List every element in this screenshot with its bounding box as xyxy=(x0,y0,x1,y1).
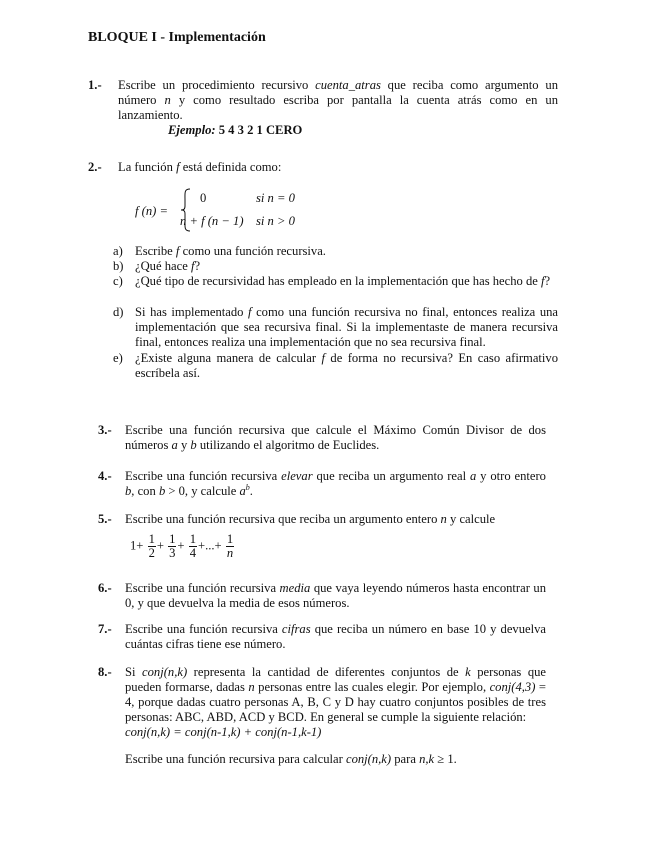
item-a-label: a) xyxy=(113,244,123,258)
item-b-text: ¿Qué hace f? xyxy=(135,259,201,273)
item-d-label: d) xyxy=(113,305,124,319)
exercise-8-number: 8.- xyxy=(98,665,112,679)
series-formula: 1+ $\frac{1}{2}$ + $\frac{1}{3}$ + $\frac{1}{4}$ +...+ $\frac{1}{n}$ xyxy=(130,532,234,560)
item-a-text: Escribe f como una función recursiva. xyxy=(135,244,326,258)
formula-case2-cond: si n > 0 xyxy=(256,214,295,228)
item-c-label: c) xyxy=(113,274,123,288)
exercise-8-relation: conj(n,k) = conj(n-1,k) + conj(n-1,k-1) xyxy=(125,725,322,739)
exercise-1-example: Ejemplo: 5 4 3 2 1 CERO xyxy=(168,123,303,137)
exercise-6-text: Escribe una función recursiva media que vaya leyendo números hasta encontrar un 0, y que devuelva la media de esos números. xyxy=(125,581,546,610)
fraction-1-2: $\frac{1}{2}$ xyxy=(148,532,155,560)
exercise-5-text: Escribe una función recursiva que reciba un argumento entero n y calcule xyxy=(125,512,496,526)
exercise-1-text: Escribe un procedimiento recursivo cuenta_atras que reciba como argumento un número n y como resultado escriba por pantalla la cuenta atrás como en un lanzamiento. xyxy=(118,78,558,122)
item-d-text: Si has implementado f como una función recursiva no final, entonces realiza una implementación que sea recursiva final. Si la implementaste de manera recursiva final, entonces realiza una implementación que no sea recursiva final. xyxy=(135,305,559,349)
item-b-label: b) xyxy=(113,259,124,273)
formula-case1-cond: si n = 0 xyxy=(256,191,295,205)
exercise-8-text: Si conj(n,k) representa la cantidad de diferentes conjuntos de k personas que pueden formarse, dadas n personas entre las cuales elegir. Por ejemplo, conj(4,3) = 4, porque dadas cuatro personas A, B, C y D hay cuatro conjuntos posibles de tres personas: ABC, ABD, ACD y BCD. En general se cumple la siguiente relación: xyxy=(125,665,547,724)
exercise-4-text: Escribe una función recursiva elevar que reciba un argumento real a y otro entero b, con b > 0, y calcule $a^b$. xyxy=(125,469,546,498)
exercise-4-number: 4.- xyxy=(98,469,112,483)
fraction-1-3: $\frac{1}{3}$ xyxy=(169,532,176,560)
formula-lhs: f (n) = xyxy=(135,204,168,218)
formula-case1-expr: 0 xyxy=(200,191,207,205)
fraction-1-n: $\frac{1}{n}$ xyxy=(226,532,234,560)
exercise-7-number: 7.- xyxy=(98,622,112,636)
exercise-3-number: 3.- xyxy=(98,423,112,437)
exercise-8-final: Escribe una función recursiva para calcular conj(n,k) para n,k ≥ 1. xyxy=(125,752,457,766)
formula-case2-expr: n + f (n − 1) xyxy=(180,214,244,228)
exercise-1-number: 1.- xyxy=(88,78,102,92)
exercise-3-text: Escribe una función recursiva que calcule el Máximo Común Divisor de dos números a y b utilizando el algoritmo de Euclides. xyxy=(125,423,546,452)
page-title: BLOQUE I - Implementación xyxy=(88,30,266,45)
exercise-7-text: Escribe una función recursiva cifras que reciba un número en base 10 y devuelva cuántas cifras tiene ese número. xyxy=(125,622,546,651)
exercise-2-text: La función f está definida como: xyxy=(118,160,282,174)
item-e-text: ¿Existe alguna manera de calcular f de forma no recursiva? En caso afirmativo escríbela así. xyxy=(135,351,559,380)
exercise-6-number: 6.- xyxy=(98,581,112,595)
item-c-text: ¿Qué tipo de recursividad has empleado en la implementación que has hecho de f? xyxy=(135,274,551,288)
exercise-5-number: 5.- xyxy=(98,512,112,526)
fraction-1-4: $\frac{1}{4}$ xyxy=(189,532,196,560)
item-e-label: e) xyxy=(113,351,123,365)
exercise-2-number: 2.- xyxy=(88,160,102,174)
